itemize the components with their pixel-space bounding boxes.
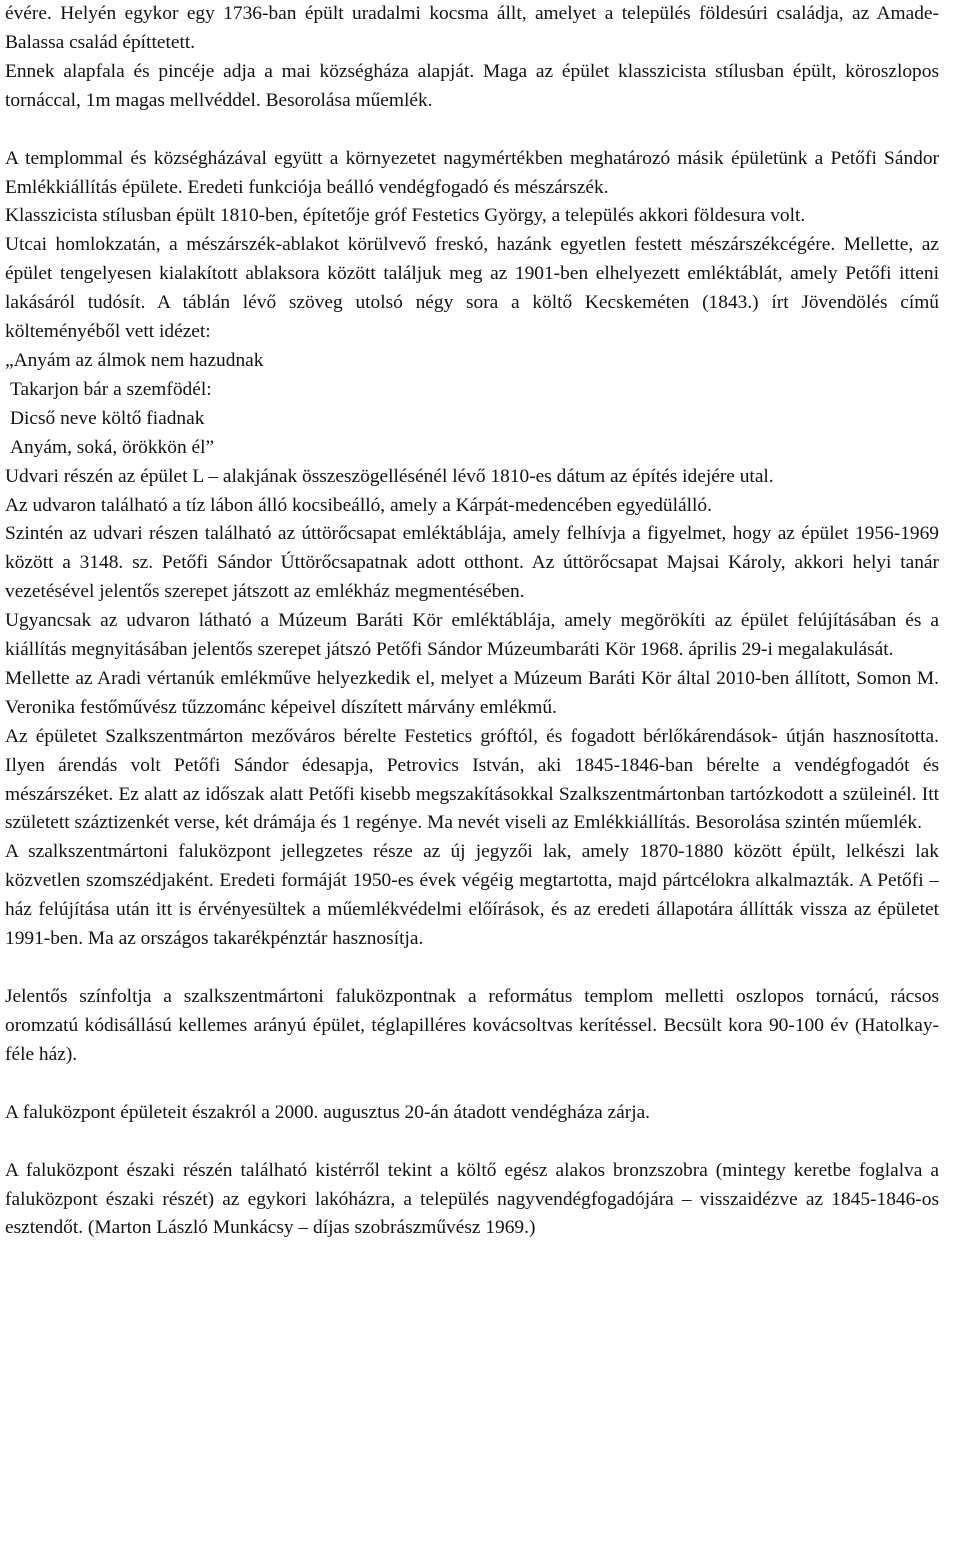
paragraph-guesthouse: A faluközpont épületeit északról a 2000. augusztus 20-án átadott vendégháza zárja.: [5, 1101, 651, 1123]
paragraph-carriage-shelter: Az udvaron található a tíz lábon álló kocsibeálló, amely a Kárpát-medencében egyedülálló.: [5, 494, 712, 516]
document-page: [5, 0, 939, 1243]
paragraph-classicist: Klasszicista stílusban épült 1810-ben, építetője gróf Festetics György, a település akkori földesura volt.: [5, 205, 806, 227]
paragraph-arad-memorial: Mellette az Aradi vértanúk emlékműve helyezkedik el, melyet a Múzeum Baráti Kör által 2010-ben állított, Somon M. Veronika festőművész tűzzománc képeivel díszített márvány emlékmű.: [5, 667, 939, 718]
paragraph-facade: Utcai homlokzatán, a mészárszék-ablakot körülvevő freskó, hazánk egyetlen festett mészárszékcégére. Mellette, az épület tengelyesen kialakított ablaksora között találjuk meg az 1901-ben elhelyezett emléktáblát, amely Petőfi itteni lakásáról tudósít. A táblán lévő szöveg utolsó négy sora a költő Kecskeméten (1843.) írt Jövendölés című költeményéből vett idézet:: [5, 234, 939, 343]
poem-quote: [5, 347, 939, 463]
poem-line: Anyám, soká, örökkön él”: [10, 436, 215, 458]
paragraph-notary-house: A szalkszentmártoni faluközpont jellegzetes része az új jegyzői lak, amely 1870-1880 között épült, lelkészi lak közvetlen szomszédjaként. Eredeti formáját 1950-es évek végéig megtartotta, majd pártcélokra alkalmazták. A Petőfi – ház felújítása után itt is érvényesültek a műemlékvédelmi előírások, és az eredeti állapotára állítták vissza az épületet 1991-ben. Ma az országos takarékpénztár hasznosítja.: [5, 841, 939, 950]
paragraph-museum-friends: Ugyancsak az udvaron látható a Múzeum Baráti Kör emléktáblája, amely megörökíti az épület felújításában és a kiállítás megnyitásában jelentős szerepet játszó Petőfi Sándor Múzeumbaráti Kör 1968. április 29-i megalakulását.: [5, 610, 939, 661]
paragraph-pioneer-plaque: Szintén az udvari részen található az úttörőcsapat emléktáblája, amely felhívja a figyelmet, hogy az épület 1956-1969 között a 3148. sz. Petőfi Sándor Úttörőcsapatnak adott otthont. Az úttörőcsapat Majsai Károly, akkori helyi tanár vezetésével jelentős szerepet játszott az emlékház megmentésében.: [5, 523, 939, 603]
paragraph-lease-history: Az épületet Szalkszentmárton mezőváros bérelte Festetics gróftól, és fogadott bérlőkárendások- útján hasznosította. Ilyen árendás volt Petőfi Sándor édesapja, Petrovics István, aki 1845-1846-ban bérelte a vendégfogadót és mészárszéket. Ez alatt az időszak alatt Petőfi kisebb megszakításokkal Szalkszentmártonban tartózkodott a szüleinél. Itt született száztizenkét verse, két drámája és 1 regénye. Ma nevét viseli az Emlékkiállítás. Besorolása szintén műemlék.: [5, 725, 939, 834]
poem-line: Dicső neve költő fiadnak: [10, 407, 205, 429]
poem-line: „Anyám az álmok nem hazudnak: [5, 349, 264, 371]
paragraph-foundation: Ennek alapfala és pincéje adja a mai községháza alapját. Maga az épület klasszicista stílusban épült, köroszlopos tornáccal, 1m magas mellvéddel. Besorolása műemlék.: [5, 60, 939, 111]
poem-line: Takarjon bár a szemfödél:: [10, 378, 212, 400]
paragraph-intro: évére. Helyén egykor egy 1736-ban épült uradalmi kocsma állt, amelyet a település földesúri családja, az Amade-Balassa család építtetett.: [5, 3, 939, 53]
paragraph-statue: A faluközpont északi részén található kistérről tekint a költő egész alakos bronzszobra (mintegy keretbe foglalva a faluközpont északi részét) az egykori lakóházra, a település nagyvendégfogadójára – visszaidézve az 1845-1846-os esztendőt. (Marton László Munkácsy – díjas szobrászművész 1969.): [5, 1159, 939, 1239]
paragraph-hatolkay-house: Jelentős színfoltja a szalkszentmártoni faluközpontnak a református templom melletti oszlopos tornácú, rácsos oromzatú kódisállású kellemes arányú épület, téglapilléres kovácsoltvas kerítéssel. Becsült kora 90-100 év (Hatolkay-féle ház).: [5, 986, 939, 1065]
paragraph-petofi-building: A templommal és községházával együtt a környezetet nagymértékben meghatározó másik épületünk a Petőfi Sándor Emlékkiállítás épülete. Eredeti funkciója beálló vendégfogadó és mészárszék.: [5, 147, 939, 198]
paragraph-courtyard-date: Udvari részén az épület L – alakjának összeszögellésénél lévő 1810-es dátum az építés idejére utal.: [5, 465, 774, 487]
